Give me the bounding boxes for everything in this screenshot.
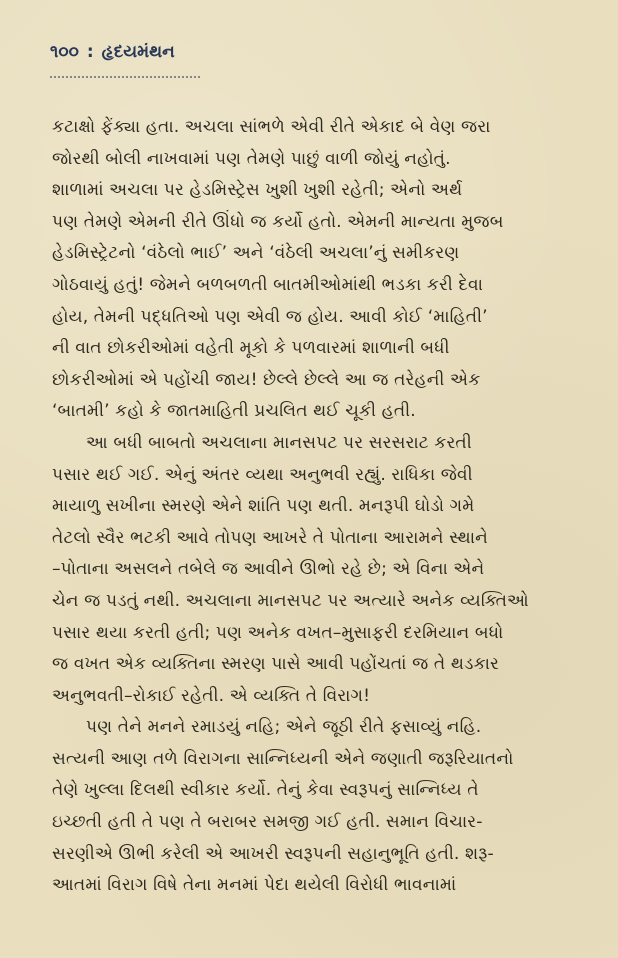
text-line: માયાળુ સખીના સ્મરણે એને શાંતિ પણ થતી. મનરૂપી ઘોડો ગમે: [52, 496, 475, 517]
text-line: જોરથી બોલી નાખવામાં પણ તેમણે પાછું વાળી જોયું નહોતું.: [52, 148, 451, 169]
page-number: ૧૦૦: [50, 42, 79, 62]
page-body: [52, 112, 570, 902]
text-line: પસાર થયા કરતી હતી; પણ અનેક વખત–મુસાફરી દરમિયાન બધો: [52, 622, 504, 643]
text-line: શાળામાં અચલા પર હેડમિસ્ટ્રેસ ખુશી ખુશી રહેતી; એનો અર્થ: [52, 180, 463, 201]
text-line: હોય, તેમની પદ્ધતિઓ પણ એવી જ હોય. આવી કોઈ ‘માહિતી’: [52, 306, 488, 327]
text-line: સત્યની આણ તળે વિરાગના સાન્નિધ્યની એને જણાતી જરૂરિયાતનો: [52, 748, 514, 769]
text-line-indented: આ બધી બાબતો અચલાના માનસપટ પર સરસરાટ કરતી: [86, 432, 472, 453]
text-line: ‘બાતમી’ કહો કે જાતમાહિતી પ્રચલિત થઈ ચૂકી હતી.: [52, 401, 416, 422]
text-line: ગોઠવાયું હતું! જેમને બળબળતી બાતમીઓમાંથી ભડકા કરી દેવા: [52, 274, 484, 295]
text-line: પણ તેમણે એમની રીતે ઊંધો જ કર્યો હતો. એમની માન્યતા મુજબ: [52, 211, 504, 232]
text-line: તેણે ખુલ્લા દિલથી સ્વીકાર કર્યો. તેનું કેવા સ્વરૂપનું સાન્નિધ્ય તે: [52, 780, 479, 801]
paragraph-1: [52, 112, 570, 428]
text-line: ની વાત છોકરીઓમાં વહેતી મૂકો કે પળવારમાં શાળાની બધી: [52, 338, 450, 359]
text-line: હેડમિસ્ટ્રેટનો ‘વંઠેલો ભાઈ’ અને ‘વંઠેલી અચલા’નું સમીકરણ: [52, 243, 460, 264]
text-line: –પોતાના અસલને તબેલે જ આવીને ઊભો રહે છે; એ વિના એને: [52, 559, 485, 580]
text-line: ઇચ્છતી હતી તે પણ તે બરાબર સમજી ગઈ હતી. સમાન વિચાર-: [52, 812, 483, 833]
book-title: હૃદયમંથન: [101, 42, 175, 62]
header-underline: [50, 70, 200, 78]
text-line: સરણીએ ઊભી કરેલી એ આખરી સ્વરૂપની સહાનુભૂતિ હતી. શરૂ-: [52, 843, 494, 864]
text-line: કટાક્ષો ફેંક્યા હતા. અચલા સાંભળે એવી રીતે એકાદ બે વેણ જરા: [52, 117, 491, 137]
text-line-indented: પણ તેને મનને રમાડયું નહિ; એને જૂઠી રીતે ફસાવ્યું નહિ.: [86, 717, 482, 738]
text-line: અનુભવતી–રોકાઈ રહેતી. એ વ્યક્તિ તે વિરાગ!: [52, 685, 371, 706]
text-line: પસાર થઈ ગઈ. એનું અંતર વ્યથા અનુભવી રહ્યું. રાધિકા જેવી: [52, 464, 473, 485]
text-line: આતમાં વિરાગ વિષે તેના મનમાં પેદા થયેલી વિરોધી ભાવનામાં: [52, 875, 457, 896]
header-separator: :: [86, 42, 94, 62]
paragraph-3: [52, 712, 570, 902]
running-header: [50, 42, 570, 68]
paragraph-2: [52, 428, 570, 712]
text-line: છોકરીઓમાં એ પહોંચી જાય! છેલ્લે છેલ્લે આ જ તરેહની એક: [52, 369, 481, 390]
text-line: તેટલો સ્વૈર ભટકી આવે તોપણ આખરે તે પોતાના આરામને સ્થાને: [52, 527, 488, 548]
text-line: જ વખત એક વ્યક્તિના સ્મરણ પાસે આવી પહોંચતાં જ તે થડકાર: [52, 654, 499, 675]
text-line: ચેન જ પડતું નથી. અચલાના માનસપટ પર અત્યારે અનેક વ્યક્તિઓ: [52, 590, 529, 611]
